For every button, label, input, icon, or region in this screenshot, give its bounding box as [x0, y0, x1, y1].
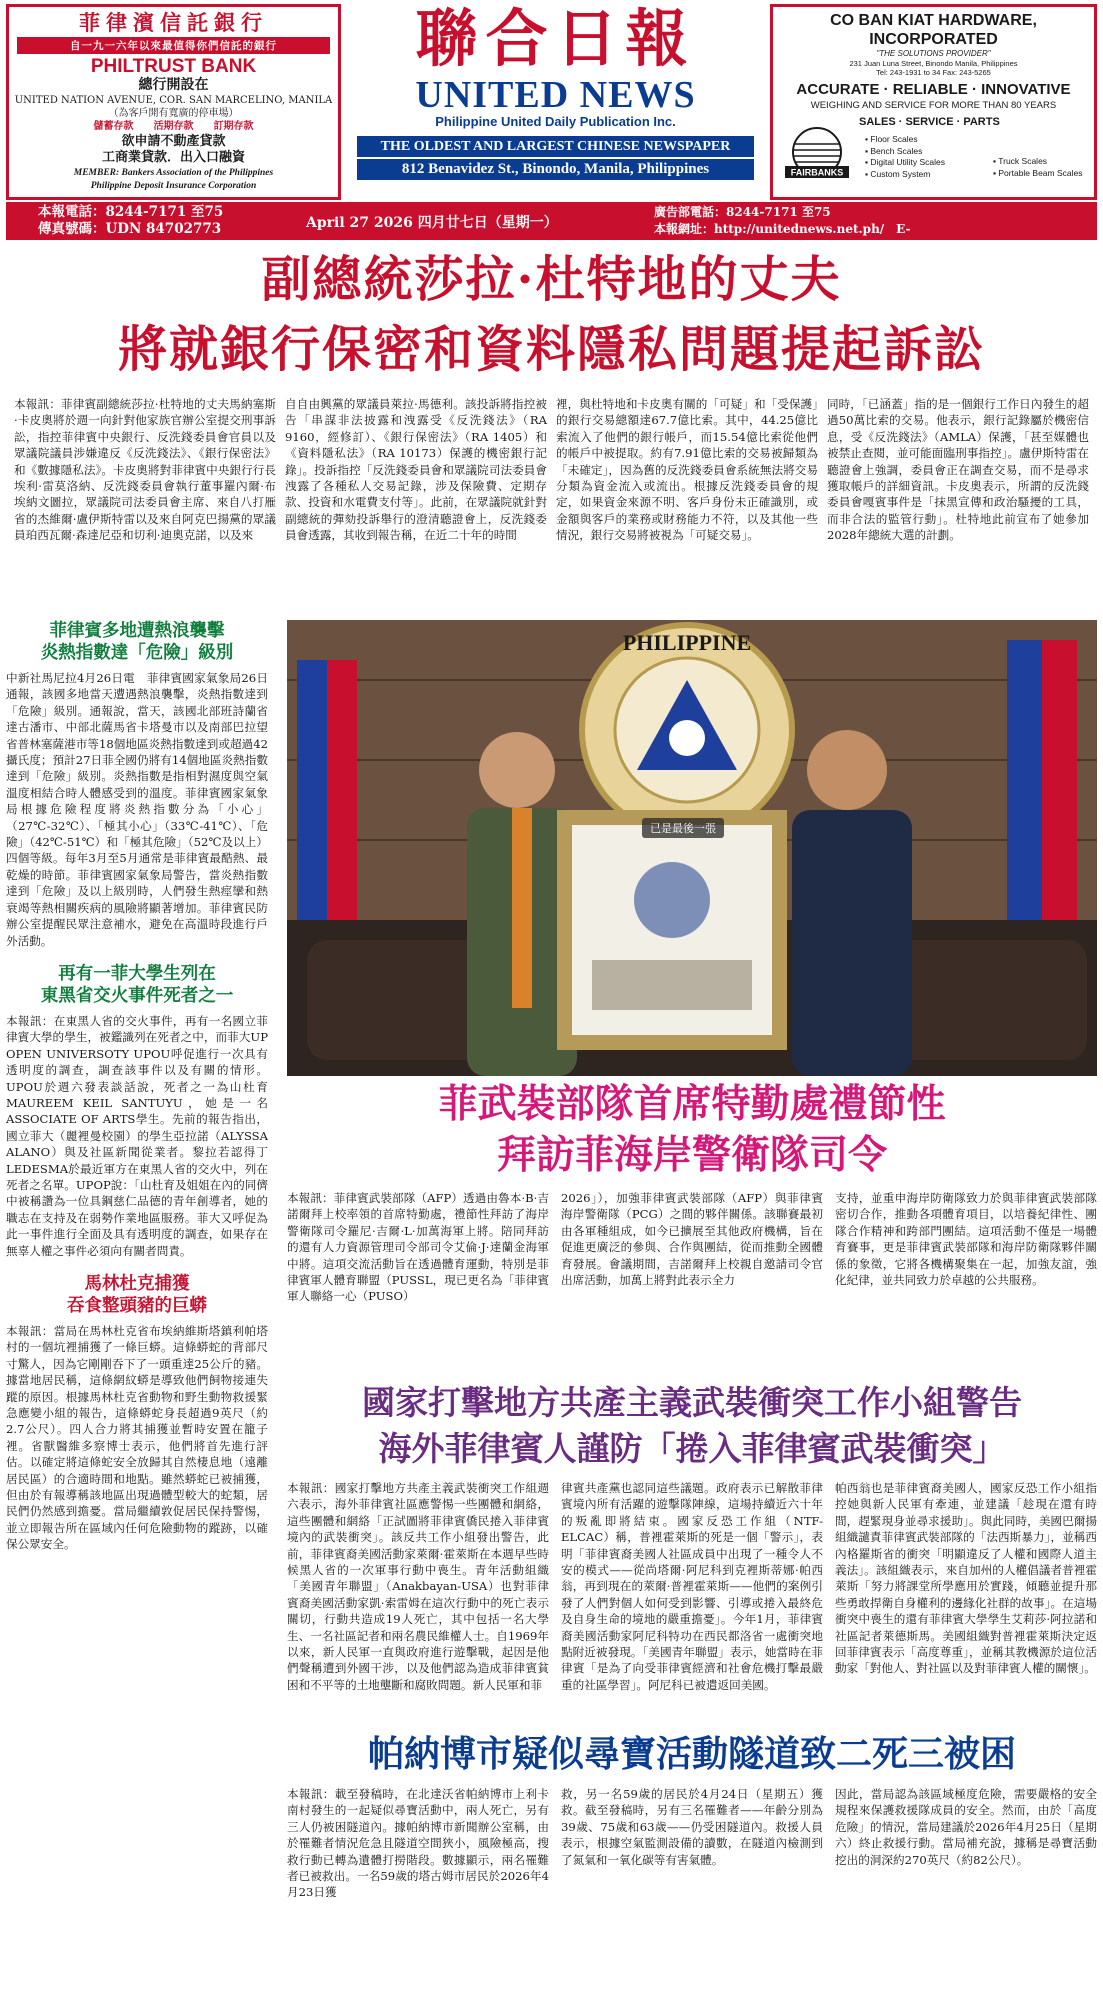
cave-column-2: 救，另一名59歲的居民於4月24日（星期五）獲救。截至發稿時，另有三名罹難者——年齡分別為39歲、75歲和63歲——仍受困隧道內。救援人員表示，根據空氣監測設備的讀數，在隧道內檢測到了氮氣和一氧化碳等有害氣體。: [561, 1787, 823, 1867]
product-item: ▪ Floor Scales: [865, 134, 918, 144]
masthead: [6, 4, 1097, 200]
bank-services: 儲蓄存款 活期存款 訂期存款: [93, 121, 254, 132]
student-headline-1[interactable]: 再有一菲大學生列在: [58, 963, 216, 984]
news-photo[interactable]: [287, 620, 1097, 1076]
issue-date: April 27 2026 四月廿七日（星期一）: [306, 215, 558, 231]
lead-headline-1[interactable]: 副總統莎拉·杜特地的丈夫: [261, 250, 842, 308]
python-headline-1[interactable]: 馬林杜克捕獲: [84, 1274, 190, 1294]
python-headline-2[interactable]: 吞食整頭豬的巨蟒: [67, 1296, 207, 1316]
photo-caption: 已是最後一張: [642, 818, 724, 838]
website-email[interactable]: 本報網址：http://unitednews.net.ph/ E-mail:united_dailynews@yahoo.com.: [654, 222, 911, 253]
ntf-column-1: 本報訊：國家打擊地方共產主義武裝衝突工作組週六表示，海外菲律賓社區應警惕一些團體和網絡，這些團體和網絡「正試圖將菲律賓僑民捲入菲律賓境內的武裝衝突」。該反共工作小組發出警告，此前，菲律賓裔美國活動家萊爾·霍萊斯在本週早些時候黑人省的一次軍事行動中喪生。青年活動組織「美國青年聯盟」（Anakbayan-USA）也對菲律賓裔美國活動家凱·索雷姆在這次行動中的死亡表示關切，行動共造成19人死亡，其中包括一名大學生、一名社區記者和兩名農民維權人士。自1969年以來，新人民軍一直與政府進行遊擊戰，起因是他們聲稱遭到外國干涉，以及他們認為造成菲律賓貧困和不平等的土地壟斷和腐敗問題。新人民軍和菲: [287, 1481, 549, 1692]
hardware-products: [865, 134, 945, 180]
ntf-headline-1[interactable]: 國家打擊地方共產主義武裝衝突工作小組警告: [362, 1383, 1022, 1422]
newspaper-logo[interactable]: [347, 4, 764, 200]
lead-column-3: 裡，與杜特地和卡皮奧有關的「可疑」和「受保護」的銀行交易總額達67.7億比索。其中，44.25億比索流入了他們的銀行帳戶，而15.54億比索從他們的帳戶中被提取。約有7.91億比索的交易被歸類為「未確定」，因為舊的反洗錢委員會系統無法將交易分類為資金流入或流出。根據反洗錢委員會的規定，如果資金來源不明、客戶身份未正確識別，或金額與客戶的業務或財務能力不符，以及其他一些情況，銀行交易將被視為「可疑交易」。: [556, 397, 818, 543]
bank-address: UNITED NATION AVENUE, COR. SAN MARCELINO, MANILA: [14, 95, 333, 106]
bank-office: 總行開設在: [138, 77, 209, 93]
bank-name-zh: 菲律濱信託銀行: [79, 10, 268, 35]
bank-name-en: PHILTRUST BANK: [90, 56, 257, 77]
info-bar: [6, 202, 1097, 253]
lead-column-4: 同時，「已涵蓋」指的是一個銀行工作日內發生的超過50萬比索的交易。他表示，銀行記錄屬於機密信息，受《反洗錢法》（AMLA）保護，「甚至媒體也被禁止查閱，並可能面臨刑事指控」。盧伊斯特雷在聽證會上強調，委員會正在調查交易，而不是尋求獲取帳戶的詳細資訊。卡皮奧表示，所謂的反洗錢委員會嘎賓事件是「抹黑宣傳和政治騷擾的工具，而非合法的監管行動」。杜特地此前宣布了她參加2028年總統大選的計劃。: [827, 397, 1089, 543]
photo-scene: [287, 620, 1097, 1076]
hardware-motto: ACCURATE · RELIABLE · INNOVATIVE: [796, 81, 1071, 98]
afp-column-2: 2026」），加強菲律賓武裝部隊（AFP）與菲律賓海岸警衛隊（PCG）之間的夥伴關係。該聯賽最初由各軍種組成，如今已擴展至其他政府機構，旨在促進更廣泛的參與、合作與團結，從而推動全國體育發展。會議期間，吉諾爾拜上校親自邀請司令官出席活動，加萬上將對此表示全力: [561, 1191, 823, 1288]
fairbanks-logo-icon: [781, 122, 853, 194]
cave-headline[interactable]: 帕納博市疑似尋寶活動隧道致二死三被困: [367, 1733, 1016, 1775]
bank-loan-2: 工商業貸款．出入口融資: [101, 150, 245, 165]
ntf-column-3: 帕西翁也是菲律賓裔美國人，國家反恐工作小組指控她與新人民軍有牽連，並建議「趁現在還有時間，趕緊現身並尋求援助」。與此同時，美國巴爾揚組織譴責菲律賓武裝部隊的「法西斯暴力」，並稱西內格羅斯省的衝突「明顯違反了人權和國際人道主義法」。該組織表示，來自加州的人權倡議者普裡霍萊斯「努力將課堂所學應用於實踐，傾聽並提升那些勇敢捍衛自身權利的邊緣化社群的故事」。在這場衝突中喪生的還有菲律賓大學學生艾莉莎·阿拉諾和社區記者萊德斯馬。美國組織對普裡霍萊斯決定返回菲律賓表示「高度尊重」，並稱其教機源於這位活動家「對他人、對社區以及對菲律賓人權的關懷」。: [835, 1481, 1097, 1676]
cave-column-1: 本報訊：載至發稿時，在北達沃省帕納博市上利卡南村發生的一起疑似尋寶活動中，兩人死亡，另有三人仍被困隧道內。據帕納博市新聞辦公室稱，由於罹難者情況危急且隧道空間狹小，風險極高，搜救行動已轉為遺體打撈階段。數據顯示，兩名罹難者已被救出。一名59歲的塔古姆市居民於2026年4月23日獲: [287, 1787, 549, 1900]
lead-column-2: 自自由興黨的眾議員萊拉·馬德利。該投訴將指控被告「串謀非法披露和洩露受《反洗錢法》（RA 9160，經修訂）、《銀行保密法》（RA 1405）和《資料隱私法》（RA 10173）保護的機密銀行記錄」。投訴指控「反洗錢委員會和眾議院司法委員會洩露了各種私人交易記錄，涉及保險費、定期存款、投資和水電費支付等」。此前，在眾議院就針對副總統的彈劾投訴舉行的澄清聽證會上，反洗錢委員會透露，其收到報告稱，在近二十年的時間: [285, 397, 547, 543]
bank-since: 自一九一六年以來最值得你們信託的銀行: [17, 37, 330, 54]
heatwave-headline-1[interactable]: 菲律賓多地遭熱浪襲擊: [49, 621, 225, 641]
left-sidebar: [6, 620, 268, 1996]
student-headline-2[interactable]: 東黑省交火事件死者之一: [40, 985, 234, 1006]
logo-address: 812 Benavidez St., Binondo, Manila, Philippines: [357, 159, 754, 180]
hardware-address: 231 Juan Luna Street, Binondo Manila, Philippines: [849, 59, 1018, 68]
hardware-ssp: SALES · SERVICE · PARTS: [859, 116, 1000, 128]
bank-member-2: Philippine Deposit Insurance Corporation: [90, 181, 257, 191]
seal-text: PHILIPPINE: [622, 630, 752, 655]
logo-en: UNITED NEWS: [415, 74, 696, 116]
ntf-headline-2[interactable]: 海外菲律賓人謹防「捲入菲律賓武裝衝突」: [378, 1429, 1006, 1468]
student-body: 本報訊：在東黑人省的交火事件，再有一名國立菲律賓大學的學生，被鑑識列在死者之中，而菲大UP OPEN UNIVERSOTY UPOU呼促進行一次具有透明度的調查，調查該事件以及有關的情形。UPOU於週六發表談話說，死者之一為山杜育MAUREEM KEIL SANTUYU，她是一名ASSOCIATE OF ARTS學生。先前的報告指出，國立菲大（麗裡曼校園）的學生亞拉諾（ALYSSA ALANO）與及社區新聞從業者。黎拉若認得丁LEDESMA於最近軍方在東黑人省的交火中，列在死者之名單。UPOP說：「山杜育及姐姐在內的同儕中被稱讚為一位具鋼慈仁品德的青年創導者，她的職志在支持及在弱勢作業地區服務。菲大又呼促為此一事件進行全面及具有透明度的調查，如果存在無辜人權之事件必須向有關者問責。: [6, 1013, 268, 1258]
logo-zh: 聯合日報: [415, 2, 696, 75]
philtrust-bank-ad[interactable]: [6, 4, 341, 200]
contact-left: [38, 204, 223, 238]
logo-publisher: Philippine United Daily Publication Inc.: [435, 114, 676, 129]
bank-loan-1: 欲申請不動產貸款: [121, 134, 226, 149]
cave-column-3: 因此，當局認為該區域極度危險，需要嚴格的安全規程來保護救援隊成員的安全。然而，由於「高度危險」的情況，當局建議於2026年4月25日（星期六）終止救援行動。當局補充說，據稱是尋寶活動挖出的洞深約270英尺（約82公尺）。: [835, 1787, 1097, 1867]
ad-phone: 廣告部電話：8244-7171 至75: [654, 205, 831, 219]
afp-column-3: 支持，並重申海岸防衛隊致力於與菲律賓武裝部隊密切合作，推動各項體育項目，以培養紀律性、團隊合作精神和跨部門團結。這項活動不僅是一場體育賽事，更是菲律賓武裝部隊和海岸防衛隊夥伴關係的象徵，它將各機構聚集在一起，加強友誼，強化紀律，並共同致力於卓越的公共服務。: [835, 1191, 1097, 1288]
lead-headline-2[interactable]: 將就銀行保密和資料隱私問題提起訴訟: [117, 320, 985, 378]
phone-number: 本報電話：8244-7171 至75: [38, 204, 224, 220]
bank-note: （為客戶開有寬廣的停車場）: [108, 108, 239, 119]
heatwave-headline-2[interactable]: 炎熱指數達「危險」級別: [40, 643, 234, 663]
lead-column-1: 本報訊：菲律賓副總統莎拉·杜特地的丈夫馬納塞斯·卡皮奧將於週一向針對他家族官辦公室提交刑事訴訟，指控菲律賓中央銀行、反洗錢委員會官員以及眾議院議員涉嫌違反《反洗錢法》、《銀行保密法》和《數據隱私法》。卡皮奧將對菲律賓中央銀行行長埃利·雷莫洛納、反洗錢委員會執行董事羅內爾·布埃納文圖拉，眾議院司法委員會主席、來自八打雁省的杰維爾·盧伊斯特雷以及來自阿克巴揚黨的眾議員珀西瓦爾·森達尼亞和切利·迪奧克諾，以及來: [14, 397, 276, 543]
logo-tagline: THE OLDEST AND LARGEST CHINESE NEWSPAPER: [357, 136, 754, 157]
hardware-provider: "THE SOLUTIONS PROVIDER": [876, 49, 991, 58]
product-item: ▪ Truck Scales: [993, 156, 1048, 166]
python-body: 本報訊：當局在馬林杜克省布埃納維斯塔鎮利帕塔村的一個坑裡捕獲了一條巨蟒。這條蟒蛇的背部尺寸驚人，因為它剛剛吞下了一頭重達25公斤的豬。據當地居民稱，這條網紋蟒是導致他們飼物接連失蹤的原因。根據馬林杜克省動物和野生動物救援緊急應變小組的報告，這條蟒蛇身長超過9英尺（約2.7公尺）。四人合力將其捕獲並暫時安置在籠子裡。省獸醫維多察博士表示，他們將首先進行評估。以確定將這條蛇安全放歸其自然棲息地（遠離居民區）的合適時間和地點。雖然蟒蛇已被捕獲，但由於有報導稱該地區出現過體型較大的蛇類，居民們仍然感到擔憂。當局繼續敦促居民保持警惕，並立即報告所在區域內任何危險動物的蹤跡，以確保公眾安全。: [6, 1324, 268, 1552]
bank-member-1: MEMBER: Bankers Association of the Philippines: [73, 168, 274, 178]
hardware-lower: [773, 116, 1094, 206]
afp-headline-2[interactable]: 拜訪菲海岸警衛隊司令: [496, 1132, 887, 1178]
hardware-products-2: [993, 156, 1082, 179]
ntf-column-2: 律賓共產黨也認同這些議題。政府表示已解散菲律賓境內所有活躍的遊擊隊陣線，這場持續近六十年的叛亂即將結束。國家反恐工作組（NTF-ELCAC）稱，普裡霍萊斯的死是一個「警示」，表明「菲律賓裔美國人社區成員中出現了一種令人不安的模式——從尚塔爾·阿尼科到克裡斯蒂娜·帕西翁，再到現在的萊爾·普裡霍萊斯——他們的案例引發了人們對個人如何受到影響、引導或捲入最終危及自身生命的境地的嚴重擔憂」。今年1月，菲律賓裔美國活動家阿尼科特功在西民都洛省一處衝突地點附近被發現。「美國青年聯盟」表示，她當時在菲律賓「是為了向受菲律賓經濟和社會危機打擊最嚴重的社區學習」。阿尼科已被遣返回美國。: [561, 1481, 823, 1692]
fax-number: 傳真號碼：UDN 84702773: [38, 221, 222, 237]
fairbanks-brand: FAIRBANKS: [790, 167, 844, 178]
product-item: ▪ Custom System: [865, 168, 931, 179]
product-item: ▪ Portable Beam Scales: [993, 167, 1083, 178]
hardware-ad[interactable]: [770, 4, 1097, 200]
hardware-weighing: WEIGHING AND SERVICE FOR MORE THAN 80 YEARS: [810, 100, 1057, 111]
hardware-tel: Tel: 243-1931 to 34 Fax: 243-5265: [876, 68, 991, 77]
afp-headline-1[interactable]: 菲武裝部隊首席特勤處禮節性: [438, 1081, 946, 1127]
afp-column-1: 本報訊：菲律賓武裝部隊（AFP）透過由魯本·B·吉諾爾拜上校率領的首席特勤處，禮節性拜訪了海岸警衛隊司令羅尼·吉爾·L·加萬海軍上將。陪同拜訪的還有人力資源管理司令部司令艾倫·J·達蘭金海軍中將。這項交流活動旨在透過體育運動，特別是菲律賓軍人體育聯盟（PUSSL，現已更名為「菲律賓軍人聯絡一心（PUSO）: [287, 1191, 549, 1304]
product-item: ▪ Digital Utility Scales: [865, 157, 946, 167]
product-item: ▪ Bench Scales: [865, 145, 923, 156]
heatwave-body: 中新社馬尼拉4月26日電 菲律賓國家氣象局26日通報，該國多地當天遭遇熱浪襲擊，炎熱指數達到「危險」級別。通報說，當天，該國北部班詩蘭省達古潘市、中部北薩馬省卡塔曼市以及南部巴拉望省普林塞薩港市等18個地區炎熱指數達到或超過42攝氏度；預計27日菲全國仍將有14個地區炎熱指數達到「危險」級別。炎熱指數是指相對濕度與空氣溫度相結合時人體感受到的溫度。菲律賓國家氣象局根據危險程度將炎熱指數分為「小心」（27℃-32℃）、「極其小心」（33℃-41℃）、「危險」（42℃-51℃）和「極其危險」（52℃及以上）四個等級。每年3月至5月通常是菲律賓最酷熱、最乾燥的時節。菲律賓國家氣象局警告，當炎熱指數達到「危險」及以上級別時，人們發生熱痙攣和熱衰竭等熱相關疾病的風險將顯著增加。菲律賓民防辦公室提醒民眾注意補水，避免在高溫時段進行戶外活動。: [6, 671, 268, 948]
hardware-company: CO BAN KIAT HARDWARE, INCORPORATED: [830, 12, 1037, 48]
